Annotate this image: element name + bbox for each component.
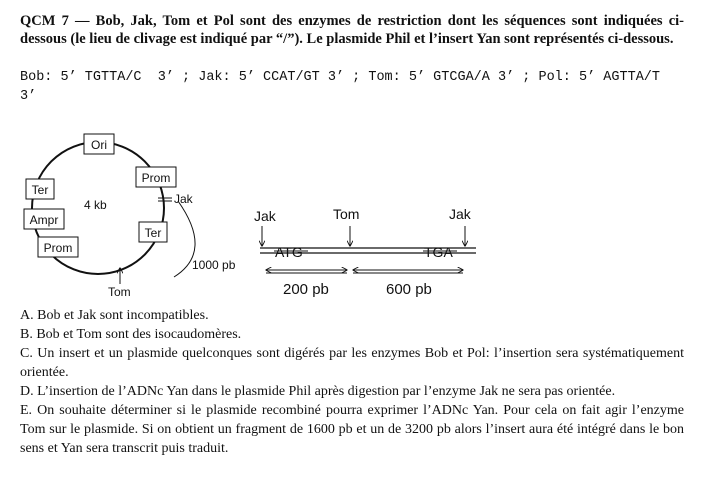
atg-label: ATG: [275, 244, 303, 260]
option-d[interactable]: D. L’insertion de l’ADNc Yan dans le plasmide Phil après digestion par l’enzyme Jak ne sera pas orientée.: [20, 384, 616, 399]
plasmid-diagram: [24, 134, 236, 299]
enzyme-sequences: Bob: 5’ TGTTA/C 3’ ; Jak: 5’ CCAT/GT 3’ ; Tom: 5’ GTCGA/A 3’ ; Pol: 5’ AGTTA/T 3’: [20, 70, 669, 104]
option-c[interactable]: C. Un insert et un plasmide quelconques sont digérés par les enzymes Bob et Pol: l’insertion sera systématiquement orientée.: [20, 346, 684, 380]
answer-options: [20, 306, 684, 458]
plasmid-size-label: 4 kb: [84, 198, 107, 212]
option-b[interactable]: B. Bob et Tom sont des isocaudomères.: [20, 327, 242, 342]
jak-right-label: Jak: [449, 206, 471, 222]
prom-bottom-label: Prom: [43, 241, 73, 255]
insert-diagram: [254, 206, 476, 298]
ampr-label: Ampr: [29, 213, 59, 227]
len-600-label: 600 pb: [386, 281, 432, 298]
tga-label: TGA: [424, 244, 453, 260]
ter-left-label: Ter: [31, 183, 49, 197]
jak-plasmid-label: Jak: [174, 192, 193, 206]
ter-inner-label: Ter: [144, 226, 162, 240]
prom-top-label: Prom: [141, 171, 171, 185]
ori-label: Ori: [91, 138, 107, 152]
arc-1000pb-label: 1000 pb: [192, 258, 236, 272]
option-e[interactable]: E. On souhaite déterminer si le plasmide recombiné pourra exprimer l’ADNc Yan. Pour cela on fait agir l’enzyme Tom sur le plasmide. Si on obtient un fragment de 1600 pb et un de 3200 pb alors l’insert aura été intégré dans le bon sens et Yan sera transcrit puis traduit.: [20, 403, 684, 456]
len-200-label: 200 pb: [283, 281, 329, 298]
tom-insert-label: Tom: [333, 206, 360, 222]
figure: [0, 120, 704, 306]
option-a[interactable]: A. Bob et Jak sont incompatibles.: [20, 308, 209, 323]
tom-plasmid-label: Tom: [108, 285, 131, 299]
question-header: QCM 7 — Bob, Jak, Tom et Pol sont des enzymes de restriction dont les séquences sont indiquées ci-dessous (le lieu de clivage est indiqué par “/”). Le plasmide Phil et l’insert Yan sont représentés ci-dessous.: [20, 13, 684, 47]
jak-left-label: Jak: [254, 208, 276, 224]
